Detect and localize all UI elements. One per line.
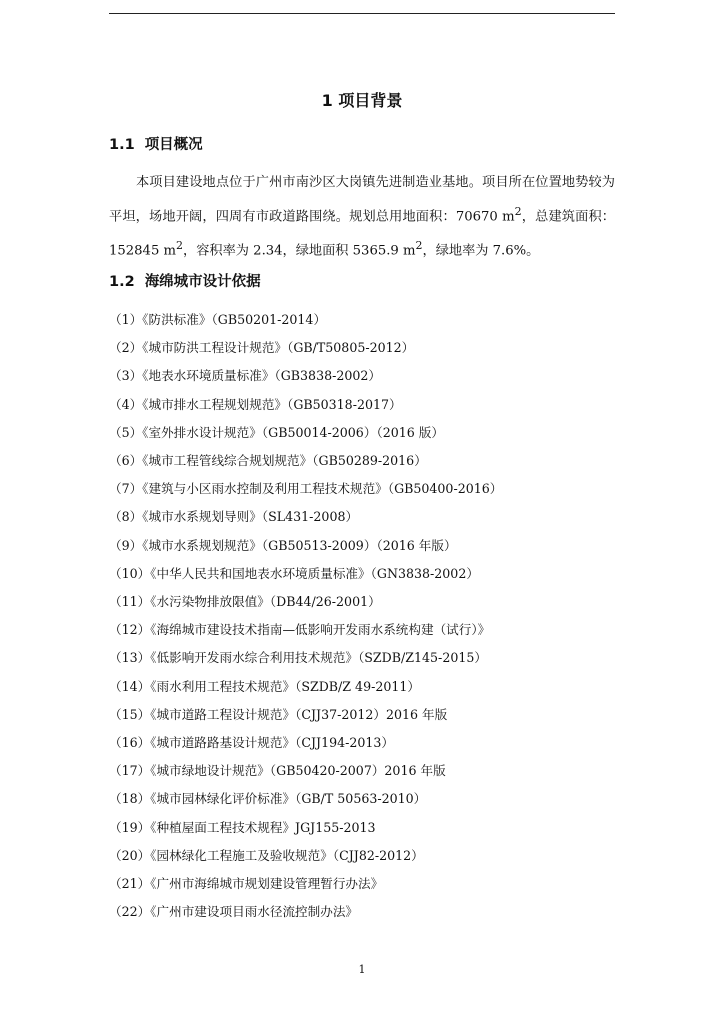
reference-item: （13）《低影响开发雨水综合利用技术规范》（SZDB/Z145-2015） <box>109 650 487 666</box>
superscript: 2 <box>415 239 423 253</box>
section-title: 项目概况 <box>144 137 203 153</box>
reference-item: （1）《防洪标准》（GB50201-2014） <box>109 312 327 327</box>
reference-item: （6）《城市工程管线综合规划规范》（GB50289-2016） <box>109 453 427 469</box>
reference-item: （12）《海绵城市建设技术指南—低影响开发雨水系统构建（试行）》 <box>109 622 491 638</box>
overview-paragraph <box>109 168 615 266</box>
reference-item: （18）《城市园林绿化评价标准》（GB/T 50563-2010） <box>109 791 427 807</box>
reference-item: （3）《地表水环境质量标准》（GB3838-2002） <box>109 368 381 384</box>
reference-item: （11）《水污染物排放限值》（DB44/26-2001） <box>109 594 381 610</box>
overview-text-4: ，绿地率为 7.6%。 <box>422 243 540 259</box>
superscript: 2 <box>514 205 522 218</box>
section-heading-basis <box>109 272 261 292</box>
overview-text-3: ，容积率为 2.34，绿地面积 5365.9 m <box>183 243 416 259</box>
reference-item: （20）《园林绿化工程施工及验收规范》（CJJ82-2012） <box>109 847 424 863</box>
page-number: 1 <box>358 963 366 976</box>
section-number: 1.2 <box>109 274 135 290</box>
header-rule <box>109 13 615 14</box>
reference-item: （17）《城市绿地设计规范》（GB50420-2007）2016 年版 <box>109 763 446 779</box>
reference-item: （21）《广州市海绵城市规划建设管理暂行办法》 <box>109 876 384 892</box>
reference-item: （8）《城市水系规划导则》（SL431-2008） <box>109 509 359 525</box>
superscript: 2 <box>176 239 184 253</box>
reference-item: （5）《室外排水设计规范》（GB50014-2006）（2016 版） <box>109 424 444 440</box>
reference-list <box>109 306 502 926</box>
reference-item: （7）《建筑与小区雨水控制及利用工程技术规范》（GB50400-2016） <box>109 481 503 497</box>
reference-item: （15）《城市道路工程设计规范》（CJJ37-2012）2016 年版 <box>109 706 448 722</box>
reference-item: （4）《城市排水工程规划规范》（GB50318-2017） <box>109 396 402 412</box>
reference-item: （2）《城市防洪工程设计规范》（GB/T50805-2012） <box>109 340 415 356</box>
reference-item: （16）《城市道路路基设计规范》（CJJ194-2013） <box>109 735 395 751</box>
reference-item: （9）《城市水系规划规范》（GB50513-2009）（2016 年版） <box>109 537 457 553</box>
section-number: 1.1 <box>109 137 135 153</box>
chapter-title: 1 项目背景 <box>321 91 403 110</box>
overview-text-2: ，总建筑面积：152845 m <box>109 209 615 259</box>
reference-item: （10）《中华人民共和国地表水环境质量标准》（GN3838-2002） <box>109 565 479 581</box>
section-heading-overview <box>109 135 203 155</box>
reference-item: （19）《种植屋面工程技术规程》JGJ155-2013 <box>109 819 376 835</box>
reference-item: （14）《雨水利用工程技术规范》（SZDB/Z 49-2011） <box>109 678 420 694</box>
overview-text-1: 本项目建设地点位于广州市南沙区大岗镇先进制造业基地。项目所在位置地势较为平坦，场地开阔，四周有市政道路围绕。规划总用地面积：70670 m <box>109 175 615 225</box>
section-title: 海绵城市设计依据 <box>144 274 261 290</box>
reference-item: （22）《广州市建设项目雨水径流控制办法》 <box>109 904 359 920</box>
